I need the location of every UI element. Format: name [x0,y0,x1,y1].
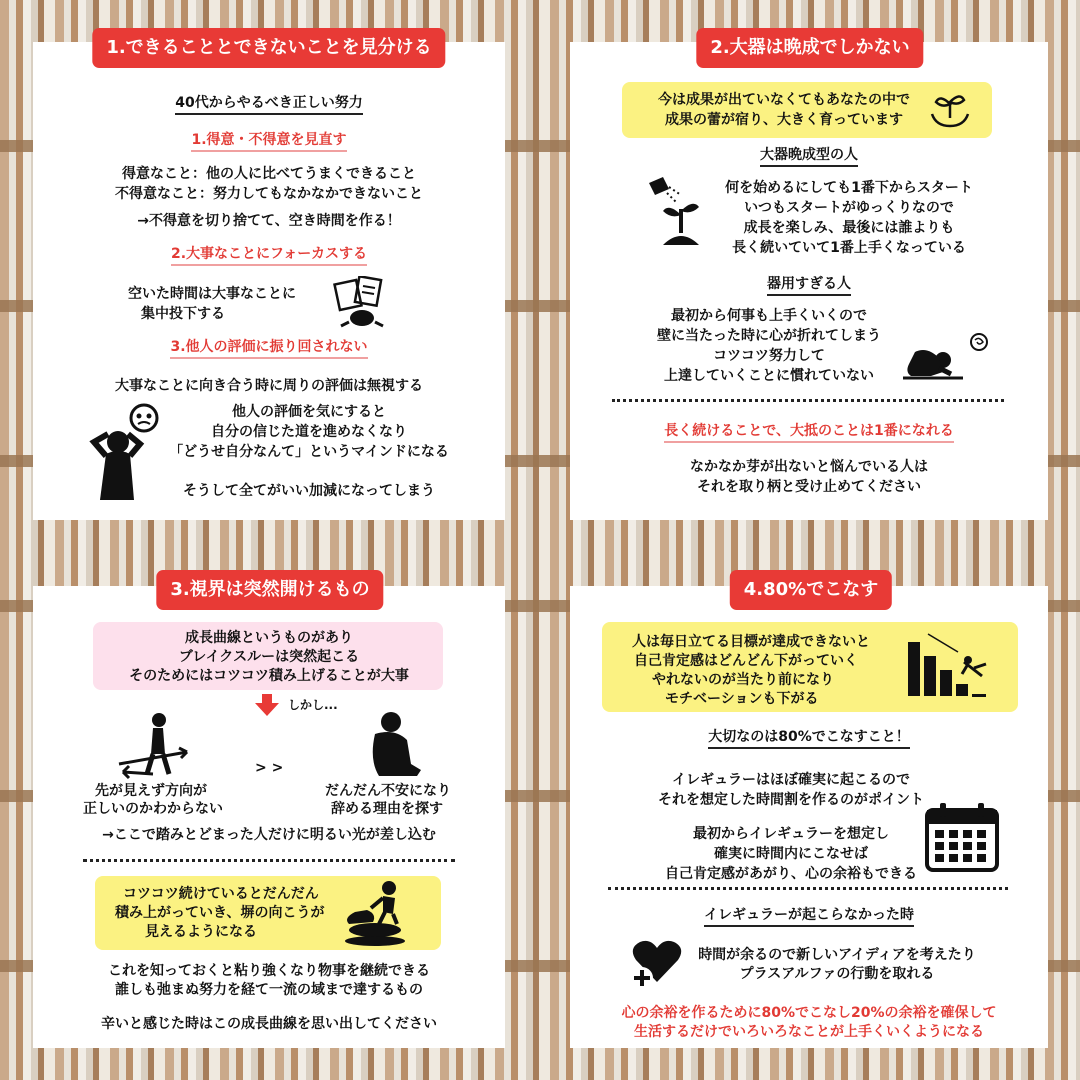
q3-pink-1: 成長曲線というものがあり [185,630,353,646]
q2-yellow-1: 今は成果が出ていなくてもあなたの中で [658,92,910,108]
q1-heading-1: 1.得意・不得意を見直す [191,131,346,152]
q2-heading-2: 器用すぎる人 [767,275,851,296]
q1-line-5: 集中投下する [141,306,225,322]
q3-pink-3: そのためにはコツコツ積み上げることが大事 [129,668,409,684]
sitting-person-icon [361,710,431,778]
desk-work-icon [333,276,391,328]
q3-s-2: 正しいのかわからない [83,801,223,817]
q4-heading-2: イレギュラーが起こらなかった時 [704,906,914,927]
q3-but: しかし... [288,698,338,712]
q4-heading-1: 大切なのは80%でこなすこと！ [708,728,910,749]
climbing-person-icon [343,878,407,946]
q3-e-1: これを知っておくと粘り強くなり物事を継続できる [108,963,430,979]
q2-a-4: 長く続いていて1番上手くなっている [732,240,966,256]
q1-subtitle: 40代からやるべき正しい努力 [175,94,362,115]
q1-line-6: 大事なことに向き合う時に周りの評価は無視する [115,378,423,394]
q4-yellow-4: モチベーションも下がる [665,691,819,707]
q4-a-1: イレギュラーはほぼ確実に起こるので [672,772,910,788]
q4-b-1: 時間が余るので新しいアイディアを考えたり [698,947,976,963]
q1-line-7: 他人の評価を気にすると [232,404,386,420]
q2-a-3: 成長を楽しみ、最後には誰よりも [743,220,955,236]
q1-line-2: 不得意なこと：努力してもなかなかできないこと [115,186,423,202]
falling-chart-icon [908,632,990,704]
q2-badge: 2.大器は晩成でしかない [696,28,923,68]
q3-yellow-2: 積み上がっていき、塀の向こうが [115,905,325,921]
q1-line-4: 空いた時間は大事なことに [128,286,296,302]
q1-heading-2: 2.大事なことにフォーカスする [171,245,367,266]
q4-a-2: それを想定した時間割を作るのがポイント [658,792,924,808]
panel-3 [33,586,505,1048]
panel-4 [570,586,1048,1048]
kneeling-person-icon [903,332,993,382]
q2-red-1: 長く続けることで、大抵のことは1番になれる [664,422,953,443]
q4-yellow-3: やれないのが当たり前になり [652,672,834,688]
q4-yellow-2: 自己肯定感はどんどん下がっていく [634,653,858,669]
q3-s-3: だんだん不安になり [325,783,451,799]
q1-line-1: 得意なこと：他の人に比べてうまくできること [122,166,416,182]
q4-a-5: 自己肯定感があがり、心の余裕もできる [665,866,917,882]
q4-red-1: 心の余裕を作るために80%でこなし20%の余裕を確保して [621,1005,997,1021]
q2-a-1: 何を始めるにしても1番下からスタート [725,180,973,196]
q3-yellow-1: コツコツ続けているとだんだん [123,886,319,902]
lost-person-icon [113,710,193,780]
q3-s-1: 先が見えず方向が [95,783,207,799]
q2-b-2: 壁に当たった時に心が折れてしまう [657,328,881,344]
q2-c-1: なかなか芽が出ないと悩んでいる人は [690,459,928,475]
q3-e-3: 辛いと感じた時はこの成長曲線を思い出してください [101,1016,437,1032]
q3-pink-2: ブレイクスルーは突然起こる [178,649,360,665]
q4-red-2: 生活するだけでいろいろなことが上手くいくようになる [634,1024,984,1040]
q2-b-1: 最初から何事も上手くいくので [671,308,867,324]
q3-badge: 3.視界は突然開けるもの [156,570,383,610]
q3-gt: > > [255,760,284,776]
q2-b-3: コツコツ努力して [713,348,825,364]
q2-a-2: いつもスタートがゆっくりなので [744,200,954,216]
panel-1 [33,42,505,520]
q4-badge: 4.80%でこなす [730,570,892,610]
down-arrow-icon [255,694,279,716]
q2-heading-1: 大器晩成型の人 [760,146,858,167]
seedling-hands-icon [928,88,972,132]
q1-line-3: →不得意を切り捨てて、空き時間を作る！ [137,213,401,229]
q2-b-4: 上達していくことに慣れていない [664,368,874,384]
q3-s-4: 辞める理由を探す [331,801,443,817]
q2-c-2: それを取り柄と受け止めてください [697,479,921,495]
q3-e-2: 誰しも弛まぬ努力を経て一流の域まで達するもの [115,982,423,998]
q4-yellow-1: 人は毎日立てる目標が達成できないと [632,634,870,650]
calendar-icon [924,802,1000,872]
q4-a-3: 最初からイレギュラーを想定し [693,826,889,842]
q1-line-10: そうして全てがいい加減になってしまう [183,483,435,499]
q2-yellow-2: 成果の蕾が宿り、大きく育っています [665,112,903,128]
q4-a-4: 確実に時間内にこなせば [714,846,868,862]
panel-2 [570,42,1048,520]
q4-b-2: プラスアルファの行動を取れる [739,966,935,982]
q3-arrow-line: →ここで踏みとどまった人だけに明るい光が差し込む [102,827,436,843]
q1-line-8: 自分の信じた道を進めなくなり [211,424,407,440]
q1-line-9: 「どうせ自分なんて」というマインドになる [169,444,449,460]
q1-heading-3: 3.他人の評価に振り回されない [170,338,367,359]
q1-badge: 1.できることとできないことを見分ける [92,28,445,68]
q3-yellow-3: 見えるようになる [145,924,257,940]
